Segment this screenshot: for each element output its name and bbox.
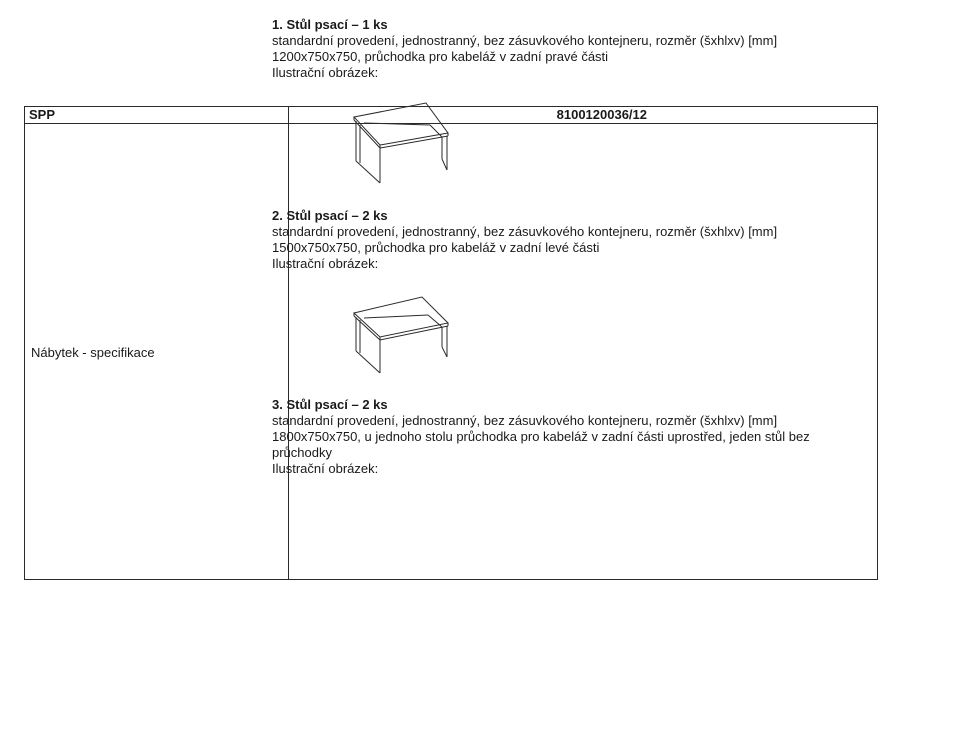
desk-illustration-icon bbox=[334, 287, 454, 387]
item-illustration-label: Ilustrační obrázek: bbox=[272, 461, 379, 476]
spec-item-2 bbox=[272, 208, 842, 272]
item-illustration-label: Ilustrační obrázek: bbox=[272, 65, 379, 80]
item-description-line: 1200x750x750, průchodka pro kabeláž v zadní pravé části bbox=[272, 49, 609, 64]
item-title: 2. Stůl psací – 2 ks bbox=[272, 208, 388, 223]
item-description-line: standardní provedení, jednostranný, bez zásuvkového kontejneru, rozměr (šxhlxv) [mm] bbox=[272, 33, 778, 48]
item-title: 3. Stůl psací – 2 ks bbox=[272, 397, 388, 412]
item-description-line: průchodky bbox=[272, 445, 332, 460]
item-description-line: standardní provedení, jednostranný, bez zásuvkového kontejneru, rozměr (šxhlxv) [mm] bbox=[272, 413, 778, 428]
item-description-line: standardní provedení, jednostranný, bez zásuvkového kontejneru, rozměr (šxhlxv) [mm] bbox=[272, 224, 778, 239]
document-code: 8100120036/12 bbox=[556, 107, 647, 122]
spec-item-3 bbox=[272, 397, 842, 477]
column-divider bbox=[288, 107, 289, 579]
item-illustration-label: Ilustrační obrázek: bbox=[272, 256, 379, 271]
item-description-line: 1500x750x750, průchodka pro kabeláž v zadní levé části bbox=[272, 240, 600, 255]
item-title: 1. Stůl psací – 1 ks bbox=[272, 17, 388, 32]
spp-label: SPP bbox=[29, 107, 56, 122]
spec-item-1 bbox=[272, 17, 842, 81]
category-label: Nábytek - specifikace bbox=[31, 345, 155, 360]
desk-illustration-icon bbox=[334, 95, 454, 195]
item-description-line: 1800x750x750, u jednoho stolu průchodka pro kabeláž v zadní části uprostřed, jeden stůl bez bbox=[272, 429, 810, 444]
